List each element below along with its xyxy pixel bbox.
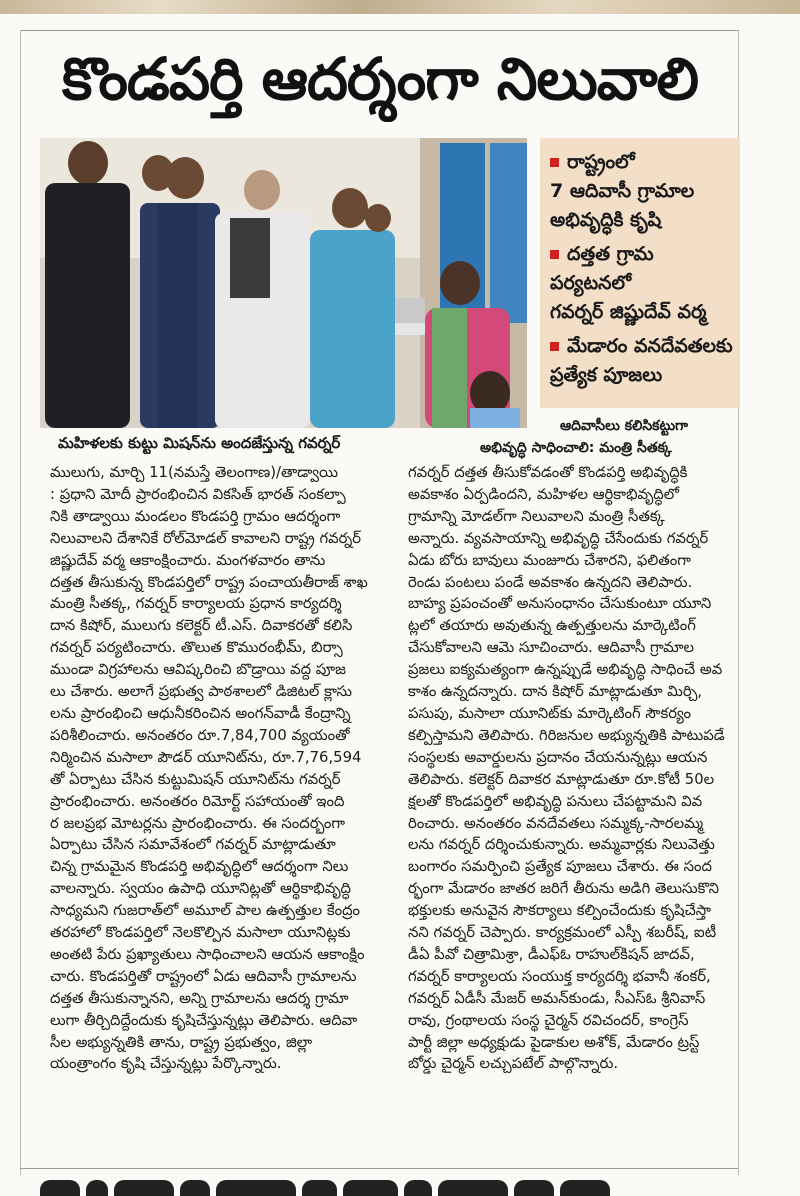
article-line: సంస్థలకు అవార్డులను ప్రదానం చేయనున్నట్లు ఆయన	[408, 748, 708, 766]
article-line: లను ప్రారంభించి ఆధునీకరించిన అంగన్‌వాడీ కేంద్రాన్ని	[50, 704, 351, 722]
article-line: సాధ్యమని గుజరాత్‌లో అమూల్ పాల ఉత్పత్తుల కేంద్రం	[50, 902, 361, 920]
article-line: జిష్ణుదేవ్ వర్మ ఆకాంక్షించారు. మంగళవారం తాను	[50, 551, 326, 569]
previous-article-strip	[0, 0, 800, 14]
article-line: రించారు. అనంతరం వనదేవతలు సమ్మక్క-సారలమ్మ	[408, 814, 704, 832]
photo-caption: మహిళలకు కుట్టు మిషన్‌ను అందజేస్తున్న గవర్నర్	[58, 434, 341, 452]
article-line: దాన కిషోర్, ములుగు కలెక్టర్ టీ.ఎస్. దివాకరతో కలిసి	[50, 617, 353, 635]
highlights-box	[540, 138, 740, 408]
bullet-icon	[550, 158, 559, 167]
article-line: బోర్డు చైర్మన్ లచ్చుపటేల్ పాల్గొన్నారు.	[408, 1055, 619, 1073]
article-line: కల్పిస్తామని తెలిపారు. గిరిజనుల అభ్యున్నతికి పాటుపడే	[408, 726, 725, 744]
article-line: బంగారం సమర్పించి ప్రత్యేక పూజలు చేశారు. ఈ సంద	[408, 858, 712, 876]
article-line: తో ఏర్పాటు చేసిన కుట్టుమిషన్ యూనిట్‌ను గవర్నర్	[50, 770, 341, 788]
article-line: గవర్నర్ ఏడీసీ మేజర్ అమన్‌కుండు, సీఎస్ఓ శ్రీనివాస్	[408, 989, 706, 1007]
article-line: లు చేశారు. అలాగే ప్రభుత్వ పాఠశాలలో డిజిటల్ క్లాసు	[50, 683, 352, 701]
article-line: గవర్నర్ పర్యటించారు. తొలుత కొమురంభీమ్, బిర్సా	[50, 639, 343, 657]
article-line: అవకాశం ఏర్పడిందని, మహిళల ఆర్థికాభివృద్ధిలో	[408, 485, 679, 503]
sub-headline-line2: అభివృద్ధి సాధించాలి: మంత్రి సీతక్క	[480, 440, 672, 456]
news-photo	[40, 138, 527, 428]
article-line: దత్తత తీసుకున్న కొండపర్తిలో రాష్ట్ర పంచాయతీరాజ్ శాఖ	[50, 573, 368, 591]
article-line: లుగా తీర్చిదిద్దేందుకు కృషిచేస్తున్నట్లు తెలిపారు. ఆదివా	[50, 1011, 358, 1029]
article-line: నికి తాడ్వాయి మండలం కొండపర్తి గ్రామం ఆదర్శంగా	[50, 507, 341, 525]
article-line: భక్తులకు అనువైన సౌకర్యాలు కల్పించేందుకు కృషిచేస్తా	[408, 902, 712, 920]
article-line: చేసుకోవాలని ఆమె సూచించారు. ఆదివాసీ గ్రామాల	[408, 639, 695, 657]
article-line: బాహ్య ప్రపంచంతో అనుసంధానం చేసుకుంటూ యూని	[408, 595, 712, 613]
bullet-icon	[550, 342, 559, 351]
article-line: నని గవర్నర్ చెప్పారు. కార్యక్రమంలో ఎస్పీ శబరీష్, ఐటీ	[408, 924, 717, 942]
article-line: ట్లలో తయారు అవుతున్న ఉత్పత్తులను మార్కెటింగ్	[408, 617, 696, 635]
bullet-icon	[550, 250, 559, 259]
article-column-right	[408, 462, 733, 1075]
headline: కొండపర్తి ఆదర్శంగా నిలువాలి	[61, 45, 699, 113]
article-line: నిర్మించిన మసాలా పౌడర్ యూనిట్‌ను, రూ.7,76,594	[50, 748, 362, 766]
article-line: ముండా విగ్రహాలను ఆవిష్కరించి బొడ్రాయి వద్ద పూజ	[50, 661, 346, 679]
highlight-item: రాష్ట్రంలో 7 ఆదివాసీ గ్రామాల అభివృద్ధికి కృషి	[550, 151, 695, 231]
article-line: చారు. కొండపర్తితో రాష్ట్రంలో ఏడు ఆదివాసీ గ్రామాలను	[50, 967, 357, 985]
article-line: ములుగు, మార్చి 11(నమస్తే తెలంగాణ)/తాడ్వాయి	[50, 464, 339, 481]
article-line: ర జలప్రభ మోటర్లను ప్రారంభించారు. ఈ సందర్భంగా	[50, 814, 346, 832]
article-line: దత్తత తీసుకున్నానని, అన్ని గ్రామాలను ఆదర్శ గ్రామా	[50, 989, 349, 1007]
article-line: తరహాలో కొండపర్తిలో నెలకొల్పిన మసాలా యూనిట్లకు	[50, 924, 351, 942]
article-line: ర్భంగా మేడారం జాతర జరిగే తీరును అడిగి తెలుసుకొని	[408, 880, 720, 898]
article-line: గ్రామాన్ని మోడల్‌గా నిలువాలని మంత్రి సీతక్క	[408, 507, 665, 525]
article-line: తెలిపారు. కలెక్టర్ దివాకర మాట్లాడుతూ రూ.కోటీ 50ల	[408, 770, 715, 788]
next-article-headline-fragment	[40, 1180, 720, 1196]
article-line: పరిశీలించారు. అనంతరం రూ.7,84,700 వ్యయంతో	[50, 726, 350, 744]
article-line: యంత్రాంగం కృషి చేస్తున్నట్లు పేర్కొన్నారు.	[50, 1055, 282, 1073]
article-line: రెండు పంటలు పండే అవకాశం ఉన్నదని తెలిపారు.	[408, 573, 693, 591]
article-line: పసుపు, మసాలా యూనిట్‌కు మార్కెటింగ్ సౌకర్యం	[408, 704, 691, 722]
article-line: ఏడు బోరు బావులు మంజూరు చేశారని, ఫలితంగా	[408, 551, 691, 569]
article-column-left	[50, 462, 395, 1075]
article-line: సీల అభ్యున్నతికి తాను, రాష్ట్ర ప్రభుత్వం, జిల్లా	[50, 1033, 313, 1051]
article-line: ఏర్పాటు చేసిన సమావేశంలో గవర్నర్ మాట్లాడుతూ	[50, 836, 336, 854]
article-line: కాశం ఉన్నదన్నారు. దాన కిషోర్ మాట్లాడుతూ మిర్చి,	[408, 683, 703, 701]
article-line: గవర్నర్ దత్తత తీసుకోవడంతో కొండపర్తి అభివృద్ధికి	[408, 464, 688, 481]
article-line: చిన్న గ్రామమైన కొండపర్తి అభివృద్ధిలో ఆదర్శంగా నిలు	[50, 858, 349, 876]
article-line: ప్రజలు ఐక్యమత్యంగా ఉన్నప్పుడే అభివృద్ధి సాధించే అవ	[408, 661, 723, 679]
article-line: లను గవర్నర్ దర్శించుకున్నారు. అమ్మవార్లకు నిలువెత్తు	[408, 836, 715, 854]
article-line: పార్టీ జిల్లా అధ్యక్షుడు పైడాకుల అశోక్, మేడారం ట్రస్ట్	[408, 1033, 700, 1051]
article-line: ప్రారంభించారు. అనంతరం రిమోర్ట్ సహాయంతో ఇంది	[50, 792, 345, 810]
highlight-item: దత్తత గ్రామ పర్యటనలో గవర్నర్ జిష్ణుదేవ్ వర్మ	[550, 243, 707, 323]
article-line: నిలువాలని దేశానికే రోల్‌మోడల్ కావాలని రాష్ట్ర గవర్నర్	[50, 529, 361, 547]
article-line: రావు, గ్రంథాలయ సంస్థ చైర్మన్ రవిచందర్, కాంగ్రెస్	[408, 1011, 689, 1029]
article-line: గవర్నర్ కార్యాలయ సంయుక్త కార్యదర్శి భవానీ శంకర్,	[408, 967, 711, 985]
sub-headline-line1: ఆదివాసీలు కలిసికట్టుగా	[560, 418, 689, 434]
bottom-divider	[20, 1168, 738, 1169]
top-divider	[20, 30, 738, 31]
article-line: అంతటి పేరు ప్రఖ్యాతులు సాధించాలని ఆయన ఆకాంక్షిం	[50, 945, 365, 963]
article-line: : ప్రధాని మోదీ ప్రారంభించిన వికసిత్ భారత్ సంకల్పా	[50, 485, 346, 503]
left-column-rule	[20, 30, 21, 1175]
article-line: మంత్రి సీతక్క, గవర్నర్ కార్యాలయ ప్రధాన కార్యదర్శి	[50, 595, 342, 613]
article-line: డీఏ పీవో చిత్రామిశ్రా, డీఎఫ్‌ఓ రాహుల్‌కిషన్ జాదవ్,	[408, 945, 695, 963]
article-line: క్షలతో కొండపర్తిలో అభివృద్ధి పనులు చేపట్టామని వివ	[408, 792, 703, 810]
highlight-item: మేడారం వనదేవతలకు ప్రత్యేక పూజలు	[550, 335, 733, 386]
article-line: వాలన్నారు. స్వయం ఉపాధి యూనిట్లతో ఆర్థికాభివృద్ధి	[50, 880, 351, 898]
article-line: అన్నారు. వ్యవసాయాన్ని అభివృద్ధి చేసేందుకు గవర్నర్	[408, 529, 709, 547]
